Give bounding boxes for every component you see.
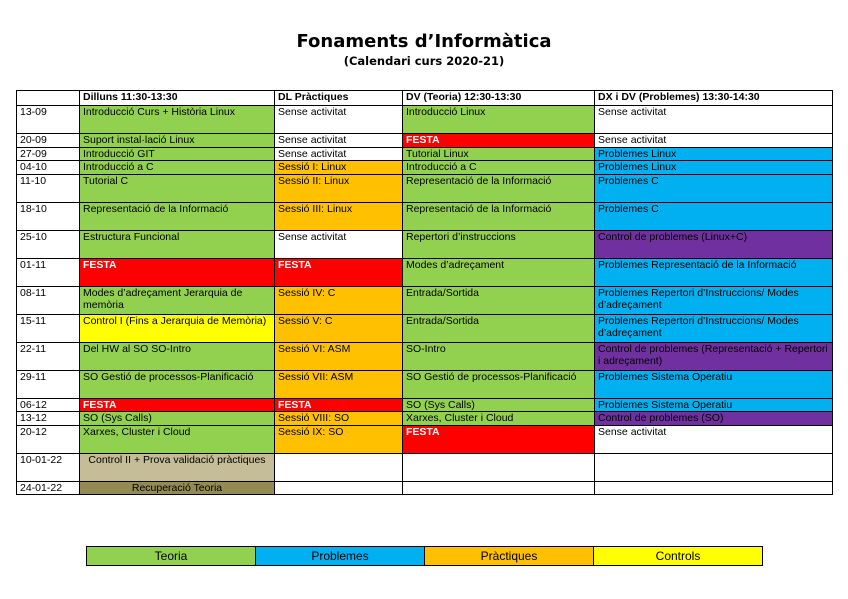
date-cell: 10-01-22: [17, 453, 80, 481]
problems-cell: Sense activitat: [595, 134, 833, 148]
theory-cell: [403, 481, 595, 495]
table-header-row: [17, 91, 833, 106]
problems-cell: Problemes Repertori d’Instruccions/ Modes d’adreçament: [595, 286, 833, 314]
monday-cell: Xarxes, Cluster i Cloud: [80, 425, 275, 453]
theory-cell: Entrada/Sortida: [403, 314, 595, 342]
theory-cell: Introducció Linux: [403, 106, 595, 134]
monday-cell: SO (Sys Calls): [80, 412, 275, 426]
header-practices: DL Pràctiques: [275, 91, 403, 106]
problems-cell: Problemes Representació de la Informació: [595, 258, 833, 286]
legend-teoria: Teoria: [87, 547, 256, 565]
legend-controls: Controls: [594, 547, 762, 565]
practices-cell: [275, 453, 403, 481]
problems-cell: [595, 453, 833, 481]
practices-cell: [275, 481, 403, 495]
theory-cell: Introducció a C: [403, 161, 595, 175]
practices-cell: Sessió VIII: SO: [275, 412, 403, 426]
practices-cell: Sessió V: C: [275, 314, 403, 342]
table-row: [17, 398, 833, 412]
monday-cell: Control II + Prova validació pràctiques: [80, 453, 275, 481]
problems-cell: Problemes Repertori d’Instruccions/ Modes d’adreçament: [595, 314, 833, 342]
theory-cell: SO (Sys Calls): [403, 398, 595, 412]
date-cell: 13-12: [17, 412, 80, 426]
table-row: [17, 106, 833, 134]
theory-cell: Repertori d’instruccions: [403, 230, 595, 258]
monday-cell: Introducció GIT: [80, 147, 275, 161]
problems-cell: Problemes Sistema Operatiu: [595, 370, 833, 398]
practices-cell: Sense activitat: [275, 134, 403, 148]
document-title: Fonaments d’Informàtica: [296, 31, 552, 52]
problems-cell: [595, 481, 833, 495]
problems-cell: Sense activitat: [595, 106, 833, 134]
table-row: [17, 202, 833, 230]
table-row: [17, 412, 833, 426]
date-cell: 15-11: [17, 314, 80, 342]
monday-cell: Control I (Fins a Jerarquia de Memòria): [80, 314, 275, 342]
monday-cell: SO Gestió de processos-Planificació: [80, 370, 275, 398]
problems-cell: Problemes C: [595, 202, 833, 230]
table-row: [17, 147, 833, 161]
date-cell: 04-10: [17, 161, 80, 175]
table-row: [17, 314, 833, 342]
practices-cell: FESTA: [275, 258, 403, 286]
problems-cell: Problemes C: [595, 174, 833, 202]
table-row: [17, 230, 833, 258]
practices-cell: FESTA: [275, 398, 403, 412]
date-cell: 29-11: [17, 370, 80, 398]
table-row: [17, 161, 833, 175]
theory-cell: Representació de la Informació: [403, 174, 595, 202]
theory-cell: [403, 453, 595, 481]
monday-cell: FESTA: [80, 258, 275, 286]
practices-cell: Sessió VII: ASM: [275, 370, 403, 398]
problems-cell: Control de problemes (Representació + Repertori i adreçament): [595, 342, 833, 370]
date-cell: 11-10: [17, 174, 80, 202]
theory-cell: SO Gestió de processos-Planificació: [403, 370, 595, 398]
problems-cell: Problemes Linux: [595, 147, 833, 161]
color-legend: [86, 546, 763, 566]
date-cell: 06-12: [17, 398, 80, 412]
practices-cell: Sense activitat: [275, 230, 403, 258]
header-problems: DX i DV (Problemes) 13:30-14:30: [595, 91, 833, 106]
monday-cell: Estructura Funcional: [80, 230, 275, 258]
date-cell: 01-11: [17, 258, 80, 286]
monday-cell: Tutorial C: [80, 174, 275, 202]
monday-cell: Recuperació Teoria: [80, 481, 275, 495]
header-theory: DV (Teoria) 12:30-13:30: [403, 91, 595, 106]
header-date: [17, 91, 80, 106]
table-row: [17, 134, 833, 148]
practices-cell: Sessió IX: SO: [275, 425, 403, 453]
practices-cell: Sense activitat: [275, 106, 403, 134]
date-cell: 22-11: [17, 342, 80, 370]
date-cell: 13-09: [17, 106, 80, 134]
problems-cell: Problemes Sistema Operatiu: [595, 398, 833, 412]
table-row: [17, 286, 833, 314]
problems-cell: Control de problemes (Linux+C): [595, 230, 833, 258]
date-cell: 20-12: [17, 425, 80, 453]
date-cell: 25-10: [17, 230, 80, 258]
header-monday: Dilluns 11:30-13:30: [80, 91, 275, 106]
calendar-table: [16, 90, 833, 495]
date-cell: 24-01-22: [17, 481, 80, 495]
theory-cell: Xarxes, Cluster i Cloud: [403, 412, 595, 426]
document-subtitle: (Calendari curs 2020-21): [343, 54, 505, 68]
problems-cell: Control de problemes (SO): [595, 412, 833, 426]
table-row: [17, 453, 833, 481]
theory-cell: SO-Intro: [403, 342, 595, 370]
table-row: [17, 258, 833, 286]
practices-cell: Sessió I: Linux: [275, 161, 403, 175]
table-row: [17, 174, 833, 202]
theory-cell: Entrada/Sortida: [403, 286, 595, 314]
practices-cell: Sessió II: Linux: [275, 174, 403, 202]
monday-cell: Del HW al SO SO-Intro: [80, 342, 275, 370]
table-row: [17, 481, 833, 495]
problems-cell: Problemes Linux: [595, 161, 833, 175]
date-cell: 20-09: [17, 134, 80, 148]
practices-cell: Sessió IV: C: [275, 286, 403, 314]
monday-cell: Modes d’adreçament Jerarquia de memòria: [80, 286, 275, 314]
theory-cell: Modes d’adreçament: [403, 258, 595, 286]
monday-cell: Representació de la Informació: [80, 202, 275, 230]
practices-cell: Sessió III: Linux: [275, 202, 403, 230]
monday-cell: FESTA: [80, 398, 275, 412]
practices-cell: Sense activitat: [275, 147, 403, 161]
table-row: [17, 370, 833, 398]
legend-practiques: Pràctiques: [425, 547, 594, 565]
date-cell: 27-09: [17, 147, 80, 161]
monday-cell: Suport instal·lació Linux: [80, 134, 275, 148]
monday-cell: Introducció a C: [80, 161, 275, 175]
date-cell: 18-10: [17, 202, 80, 230]
theory-cell: Representació de la Informació: [403, 202, 595, 230]
monday-cell: Introducció Curs + Història Linux: [80, 106, 275, 134]
date-cell: 08-11: [17, 286, 80, 314]
practices-cell: Sessió VI: ASM: [275, 342, 403, 370]
theory-cell: Tutorial Linux: [403, 147, 595, 161]
table-row: [17, 425, 833, 453]
theory-cell: FESTA: [403, 425, 595, 453]
legend-problemes: Problemes: [256, 547, 425, 565]
problems-cell: Sense activitat: [595, 425, 833, 453]
theory-cell: FESTA: [403, 134, 595, 148]
table-row: [17, 342, 833, 370]
